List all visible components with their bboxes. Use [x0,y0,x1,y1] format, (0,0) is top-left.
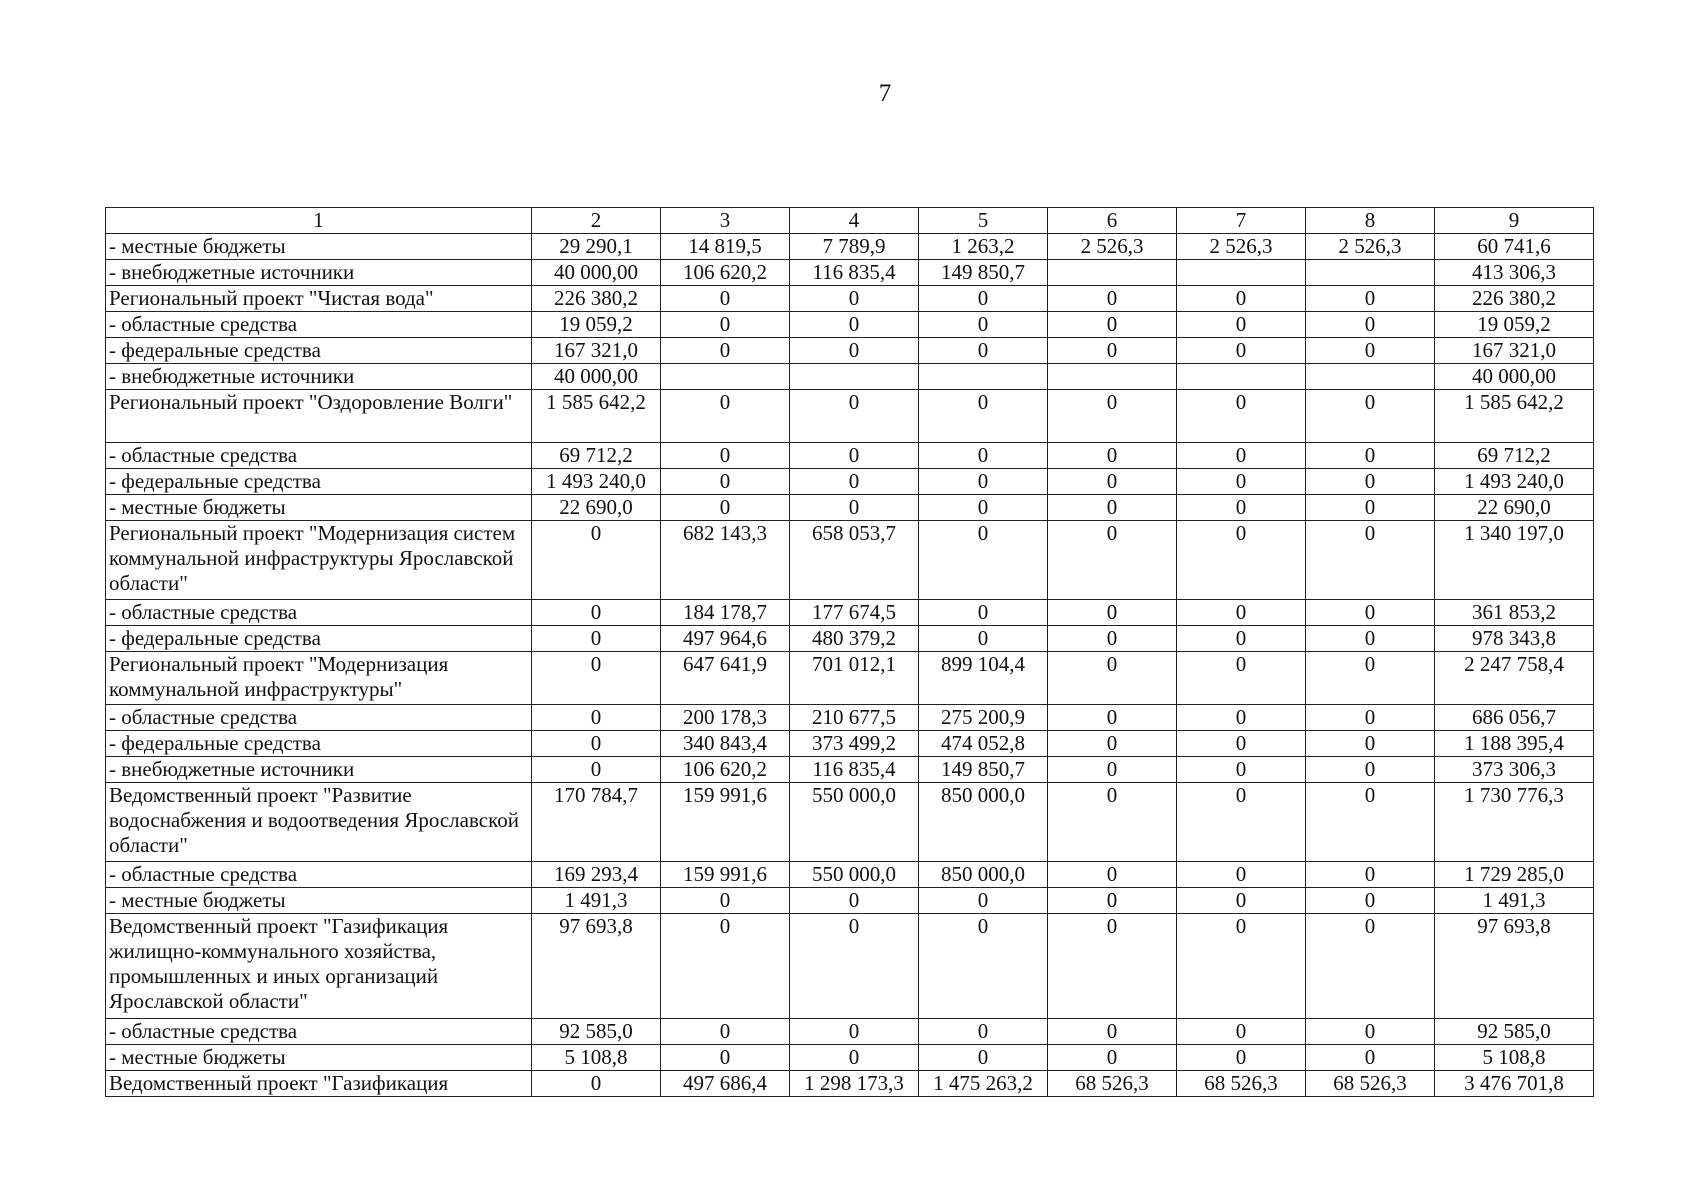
value-cell: 2 526,3 [1306,234,1435,260]
value-cell: 40 000,00 [532,260,661,286]
value-cell: 850 000,0 [919,783,1048,862]
value-cell: 0 [1177,600,1306,626]
value-cell: 0 [919,521,1048,600]
value-cell: 1 475 263,2 [919,1071,1048,1097]
value-cell: 149 850,7 [919,260,1048,286]
value-cell: 19 059,2 [532,312,661,338]
value-cell: 682 143,3 [661,521,790,600]
value-cell: 1 585 642,2 [532,390,661,443]
header-cell: 6 [1048,208,1177,234]
value-cell [1177,364,1306,390]
value-cell: 0 [790,338,919,364]
value-cell: 69 712,2 [1435,443,1594,469]
value-cell: 7 789,9 [790,234,919,260]
row-label-cell: - областные средства [106,600,532,626]
value-cell: 116 835,4 [790,260,919,286]
row-label-cell: Ведомственный проект "Газификация [106,1071,532,1097]
value-cell: 5 108,8 [1435,1045,1594,1071]
value-cell: 0 [532,521,661,600]
value-cell: 0 [1177,783,1306,862]
table-row [106,914,1594,1019]
value-cell: 0 [1306,652,1435,705]
value-cell: 0 [1048,783,1177,862]
header-cell: 4 [790,208,919,234]
value-cell: 1 730 776,3 [1435,783,1594,862]
row-label-cell: - местные бюджеты [106,495,532,521]
value-cell: 0 [1048,1045,1177,1071]
budget-table [105,207,1594,1097]
table-row [106,862,1594,888]
value-cell: 0 [919,338,1048,364]
value-cell: 40 000,00 [532,364,661,390]
value-cell: 0 [661,495,790,521]
row-label-cell: - внебюджетные источники [106,364,532,390]
value-cell: 0 [1306,705,1435,731]
value-cell: 2 247 758,4 [1435,652,1594,705]
value-cell: 14 819,5 [661,234,790,260]
row-label-cell: Региональный проект "Чистая вода" [106,286,532,312]
value-cell: 373 499,2 [790,731,919,757]
value-cell: 0 [1306,600,1435,626]
value-cell: 686 056,7 [1435,705,1594,731]
value-cell: 0 [1306,286,1435,312]
value-cell: 0 [919,443,1048,469]
value-cell: 978 343,8 [1435,626,1594,652]
value-cell: 60 741,6 [1435,234,1594,260]
value-cell: 0 [1048,914,1177,1019]
header-cell: 3 [661,208,790,234]
value-cell: 497 964,6 [661,626,790,652]
value-cell: 116 835,4 [790,757,919,783]
value-cell: 0 [1048,888,1177,914]
row-label-cell: - областные средства [106,1019,532,1045]
value-cell: 1 491,3 [1435,888,1594,914]
value-cell: 0 [919,914,1048,1019]
row-label-cell: - внебюджетные источники [106,260,532,286]
value-cell: 480 379,2 [790,626,919,652]
value-cell: 0 [1177,1019,1306,1045]
value-cell: 0 [1048,443,1177,469]
value-cell: 40 000,00 [1435,364,1594,390]
row-label-cell: - областные средства [106,443,532,469]
value-cell: 0 [1177,1045,1306,1071]
value-cell: 0 [1177,469,1306,495]
value-cell: 68 526,3 [1177,1071,1306,1097]
value-cell: 0 [790,469,919,495]
row-label-cell: - местные бюджеты [106,1045,532,1071]
value-cell: 0 [1177,338,1306,364]
value-cell: 647 641,9 [661,652,790,705]
value-cell: 0 [532,757,661,783]
value-cell: 0 [532,652,661,705]
value-cell: 0 [661,443,790,469]
value-cell: 0 [1306,338,1435,364]
value-cell: 0 [1177,286,1306,312]
value-cell: 413 306,3 [1435,260,1594,286]
value-cell: 1 340 197,0 [1435,521,1594,600]
value-cell: 0 [532,705,661,731]
value-cell: 29 290,1 [532,234,661,260]
value-cell: 0 [1048,705,1177,731]
row-label-cell: - федеральные средства [106,338,532,364]
value-cell: 106 620,2 [661,260,790,286]
header-cell: 7 [1177,208,1306,234]
value-cell: 0 [532,600,661,626]
value-cell: 92 585,0 [532,1019,661,1045]
value-cell: 167 321,0 [1435,338,1594,364]
value-cell: 159 991,6 [661,783,790,862]
value-cell: 149 850,7 [919,757,1048,783]
value-cell: 0 [1306,862,1435,888]
value-cell: 68 526,3 [1306,1071,1435,1097]
value-cell: 22 690,0 [1435,495,1594,521]
table-row [106,260,1594,286]
value-cell: 0 [790,888,919,914]
row-label-cell: Ведомственный проект "Развитие водоснабжения и водоотведения Ярославской области" [106,783,532,862]
value-cell: 658 053,7 [790,521,919,600]
header-cell: 1 [106,208,532,234]
value-cell: 0 [1048,521,1177,600]
value-cell: 0 [661,1045,790,1071]
value-cell: 0 [532,626,661,652]
value-cell: 0 [1048,1019,1177,1045]
value-cell: 0 [1306,757,1435,783]
value-cell: 0 [790,286,919,312]
value-cell: 0 [1048,469,1177,495]
value-cell: 0 [1048,757,1177,783]
value-cell: 0 [1177,914,1306,1019]
row-label-cell: - местные бюджеты [106,888,532,914]
value-cell: 0 [1306,731,1435,757]
value-cell [919,364,1048,390]
value-cell: 0 [661,469,790,495]
value-cell: 184 178,7 [661,600,790,626]
value-cell: 0 [661,390,790,443]
value-cell: 0 [1177,862,1306,888]
table-row [106,286,1594,312]
value-cell: 0 [1306,783,1435,862]
value-cell: 0 [661,914,790,1019]
value-cell: 0 [919,390,1048,443]
value-cell: 275 200,9 [919,705,1048,731]
table-row [106,600,1594,626]
value-cell: 0 [1177,443,1306,469]
value-cell: 1 188 395,4 [1435,731,1594,757]
table-row [106,652,1594,705]
value-cell [1048,260,1177,286]
value-cell: 226 380,2 [1435,286,1594,312]
value-cell [1177,260,1306,286]
value-cell: 97 693,8 [532,914,661,1019]
table-row [106,312,1594,338]
value-cell: 0 [790,1045,919,1071]
value-cell: 1 729 285,0 [1435,862,1594,888]
value-cell: 0 [790,914,919,1019]
row-label-cell: - областные средства [106,862,532,888]
value-cell: 0 [1048,286,1177,312]
value-cell: 0 [1048,390,1177,443]
row-label-cell: - федеральные средства [106,731,532,757]
value-cell: 0 [1177,390,1306,443]
value-cell: 167 321,0 [532,338,661,364]
table-row [106,495,1594,521]
value-cell: 2 526,3 [1177,234,1306,260]
value-cell: 0 [1177,888,1306,914]
value-cell: 0 [919,1019,1048,1045]
table-row [106,338,1594,364]
value-cell: 474 052,8 [919,731,1048,757]
value-cell: 19 059,2 [1435,312,1594,338]
table-row [106,521,1594,600]
value-cell [1306,260,1435,286]
table-row [106,1071,1594,1097]
value-cell: 169 293,4 [532,862,661,888]
value-cell: 0 [1177,626,1306,652]
value-cell: 0 [661,338,790,364]
table-row [106,731,1594,757]
value-cell: 177 674,5 [790,600,919,626]
row-label-cell: - областные средства [106,705,532,731]
value-cell: 0 [1048,731,1177,757]
value-cell: 0 [919,495,1048,521]
row-label-cell: - федеральные средства [106,469,532,495]
row-label-cell: - федеральные средства [106,626,532,652]
value-cell: 899 104,4 [919,652,1048,705]
value-cell: 0 [1048,600,1177,626]
value-cell: 0 [790,390,919,443]
value-cell: 0 [790,312,919,338]
value-cell: 0 [1048,652,1177,705]
header-cell: 8 [1306,208,1435,234]
table-row [106,469,1594,495]
row-label-cell: - областные средства [106,312,532,338]
value-cell: 550 000,0 [790,783,919,862]
value-cell: 1 263,2 [919,234,1048,260]
value-cell: 0 [1306,626,1435,652]
value-cell: 550 000,0 [790,862,919,888]
value-cell: 210 677,5 [790,705,919,731]
value-cell: 0 [1177,521,1306,600]
value-cell: 0 [919,626,1048,652]
value-cell: 0 [790,443,919,469]
value-cell: 1 298 173,3 [790,1071,919,1097]
value-cell: 0 [532,1071,661,1097]
header-cell: 9 [1435,208,1594,234]
table-row [106,390,1594,443]
value-cell: 0 [919,286,1048,312]
table-row [106,1045,1594,1071]
value-cell: 170 784,7 [532,783,661,862]
value-cell: 0 [919,888,1048,914]
header-cell: 5 [919,208,1048,234]
value-cell: 0 [532,731,661,757]
table-row [106,705,1594,731]
value-cell: 0 [1306,443,1435,469]
header-cell: 2 [532,208,661,234]
value-cell [1306,364,1435,390]
value-cell: 0 [1048,626,1177,652]
value-cell: 3 476 701,8 [1435,1071,1594,1097]
value-cell: 0 [1306,390,1435,443]
row-label-cell: - местные бюджеты [106,234,532,260]
value-cell: 340 843,4 [661,731,790,757]
value-cell: 68 526,3 [1048,1071,1177,1097]
value-cell: 5 108,8 [532,1045,661,1071]
value-cell [790,364,919,390]
value-cell: 106 620,2 [661,757,790,783]
value-cell: 0 [1048,862,1177,888]
value-cell: 1 491,3 [532,888,661,914]
value-cell: 0 [661,312,790,338]
value-cell: 0 [1048,312,1177,338]
value-cell: 92 585,0 [1435,1019,1594,1045]
page-number: 7 [878,80,892,107]
value-cell: 0 [661,1019,790,1045]
value-cell: 0 [919,600,1048,626]
value-cell: 0 [1306,495,1435,521]
value-cell: 69 712,2 [532,443,661,469]
value-cell: 0 [1177,705,1306,731]
value-cell: 226 380,2 [532,286,661,312]
value-cell: 0 [790,495,919,521]
value-cell: 497 686,4 [661,1071,790,1097]
value-cell: 97 693,8 [1435,914,1594,1019]
table-row [106,888,1594,914]
value-cell: 1 493 240,0 [1435,469,1594,495]
value-cell: 159 991,6 [661,862,790,888]
table-row [106,626,1594,652]
value-cell [1048,364,1177,390]
value-cell: 0 [919,312,1048,338]
row-label-cell: - внебюджетные источники [106,757,532,783]
value-cell: 0 [1177,312,1306,338]
value-cell: 0 [1306,1019,1435,1045]
value-cell: 0 [919,469,1048,495]
value-cell: 0 [661,888,790,914]
value-cell: 0 [1306,1045,1435,1071]
table-row [106,443,1594,469]
value-cell: 22 690,0 [532,495,661,521]
row-label-cell: Региональный проект "Оздоровление Волги" [106,390,532,443]
value-cell: 200 178,3 [661,705,790,731]
row-label-cell: Региональный проект "Модернизация систем коммунальной инфраструктуры Ярославской области" [106,521,532,600]
value-cell: 0 [1306,312,1435,338]
value-cell: 1 493 240,0 [532,469,661,495]
value-cell: 0 [1177,731,1306,757]
value-cell: 701 012,1 [790,652,919,705]
value-cell: 0 [1306,521,1435,600]
value-cell: 0 [661,286,790,312]
value-cell: 850 000,0 [919,862,1048,888]
value-cell: 0 [1177,652,1306,705]
value-cell: 0 [1306,914,1435,1019]
value-cell: 2 526,3 [1048,234,1177,260]
table-row [106,757,1594,783]
value-cell: 0 [1048,495,1177,521]
value-cell: 0 [1177,757,1306,783]
value-cell [661,364,790,390]
value-cell: 0 [790,1019,919,1045]
value-cell: 373 306,3 [1435,757,1594,783]
table-row [106,1019,1594,1045]
value-cell: 0 [1306,888,1435,914]
value-cell: 0 [919,1045,1048,1071]
table-row [106,783,1594,862]
value-cell: 361 853,2 [1435,600,1594,626]
value-cell: 0 [1048,338,1177,364]
table-row [106,234,1594,260]
table-row [106,364,1594,390]
value-cell: 0 [1306,469,1435,495]
row-label-cell: Региональный проект "Модернизация коммунальной инфраструктуры" [106,652,532,705]
value-cell: 0 [1177,495,1306,521]
table-header-row [106,208,1594,234]
row-label-cell: Ведомственный проект "Газификация жилищно-коммунального хозяйства, промышленных и иных организаций Ярославской области" [106,914,532,1019]
value-cell: 1 585 642,2 [1435,390,1594,443]
